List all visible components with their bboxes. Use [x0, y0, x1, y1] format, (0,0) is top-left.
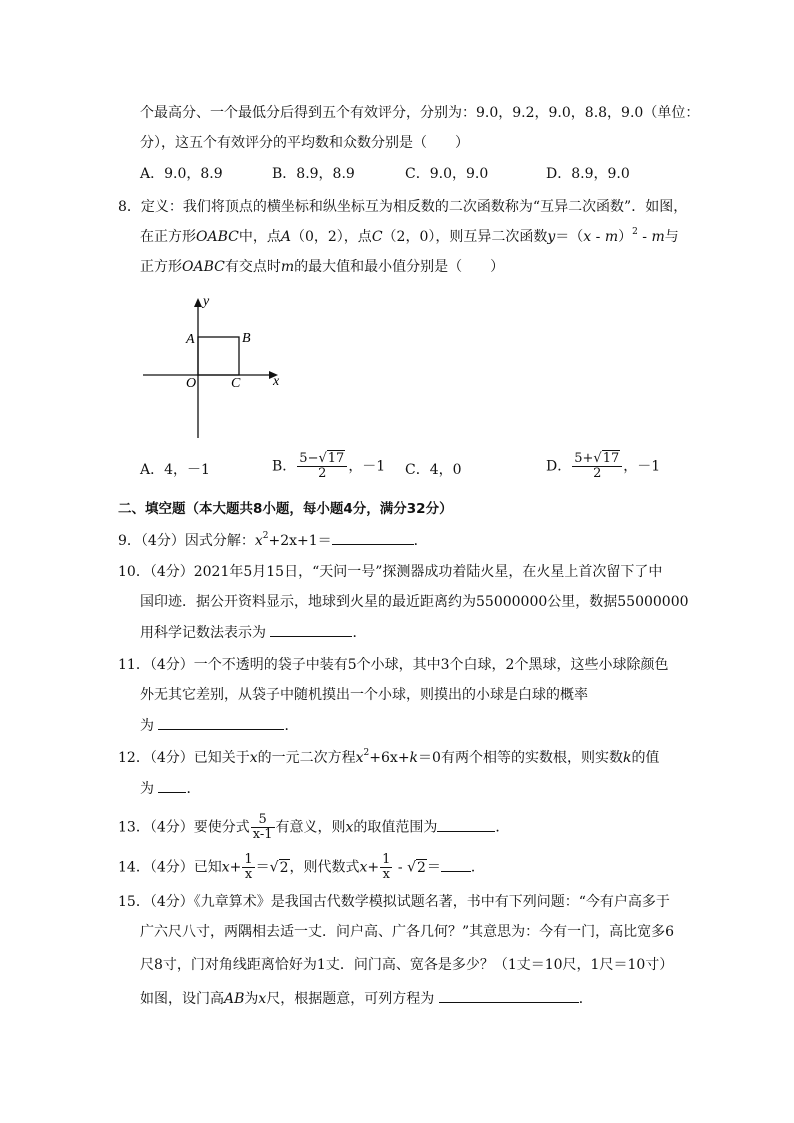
- q7-text-line2: 分），这五个有效评分的平均数和众数分别是（ ）: [140, 135, 469, 151]
- q15-text-line2: 广六尺八寸，两隅相去适一丈．问户高、广各几何？”其意思为：今有一门，高比宽多6: [140, 924, 675, 940]
- y-axis-arrow: [194, 298, 202, 307]
- q11-answer-blank[interactable]: [158, 716, 284, 730]
- x-axis-label: x: [273, 374, 280, 389]
- section-2-heading: 二、填空题（本大题共8小题，每小题4分，满分32分）: [118, 501, 453, 517]
- q9-text: 9．（4分）因式分解：$x^2+2x+1=$ ．: [118, 531, 428, 549]
- point-o-label: O: [186, 376, 197, 391]
- q7-option-b: B．8.9，8.9: [272, 166, 355, 182]
- q7-text-line1: 个最高分、一个最低分后得到五个有效评分，分别为：9.0，9.2，9.0，8.8，9.0（单位：: [140, 105, 700, 121]
- q11-text-line1: 11．（4分）一个不透明的袋子中装有5个小球，其中3个白球，2个黑球，这些小球除颜色: [118, 657, 669, 673]
- q14-text: 14．（4分）已知x+ $\frac{1}{x}$ ＝√2，则代数式x+ $\frac{1}{x}$ - √2＝ ．: [118, 852, 485, 882]
- q8-option-b: B． $\frac{5-√17}{2}$ ，－1: [272, 451, 386, 481]
- q13-text: 13．（4分）要使分式 $\frac{5}{x-1}$ 有意义，则x的取值范围为 ．: [118, 812, 510, 842]
- q11-text-line2: 外无其它差别，从袋子中随机摸出一个小球，则摸出的小球是白球的概率: [140, 687, 588, 703]
- q15-text-line3: 尺8寸，门对角线距离恰好为1丈．问门高、宽各是多少？（1丈＝10尺，1尺＝10寸）: [140, 957, 674, 973]
- y-axis-label: y: [203, 294, 210, 309]
- q10-text-line1: 10．（4分）2021年5月15日，“天问一号”探测器成功着陆火星，在火星上首次留下了中: [118, 564, 663, 580]
- q8-text-line1: 8．定义：我们将顶点的横坐标和纵坐标互为相反数的二次函数称为“互异二次函数”．如图，: [118, 199, 688, 215]
- q15-text-line4: 如图，设门高AB为x尺，根据题意，可列方程为 ．: [140, 991, 593, 1007]
- q15-text-line1: 15．（4分）《九章算术》是我国古代数学模拟试题名著，书中有下列问题：“今有户高多于: [118, 894, 670, 910]
- point-a-label: A: [186, 332, 195, 347]
- q10-answer-blank[interactable]: [270, 623, 352, 637]
- q8-option-a: A．4，－1: [140, 462, 210, 478]
- q14-answer-blank[interactable]: [441, 858, 471, 872]
- q10-text-line3: 用科学记数法表示为 ．: [140, 625, 367, 641]
- q7-option-d: D．8.9，9.0: [546, 166, 630, 182]
- q8-option-d: D． $\frac{5+√17}{2}$ ，－1: [546, 451, 661, 481]
- q12-answer-blank[interactable]: [158, 779, 186, 793]
- q15-answer-blank[interactable]: [439, 989, 579, 1003]
- point-b-label: B: [242, 331, 251, 346]
- q8-text-line3: 正方形OABC有交点时m的最大值和最小值分别是（ ）: [140, 259, 505, 275]
- q12-text-line1: 12．（4分）已知关于x的一元二次方程$x^2+6x+k=0$有两个相等的实数根，则实数k的值: [118, 748, 660, 766]
- q13-answer-blank[interactable]: [437, 818, 495, 832]
- q12-text-line2: 为 ．: [140, 781, 201, 797]
- q7-option-c: C．9.0，9.0: [405, 166, 489, 182]
- q10-text-line2: 国印迹．据公开资料显示，地球到火星的最近距离约为55000000公里，数据55000000: [140, 594, 689, 610]
- q8-coordinate-figure: [135, 290, 295, 445]
- square-oabc: [198, 337, 239, 375]
- q8-option-c: C．4，0: [405, 462, 462, 478]
- q7-option-a: A．9.0，8.9: [140, 166, 223, 182]
- q8-text-line2: 在正方形OABC中，点A（0，2），点C（2，0），则互异二次函数y＝（x - m）$^2$ - m与: [140, 227, 679, 245]
- point-c-label: C: [231, 376, 241, 391]
- q9-answer-blank[interactable]: [332, 531, 414, 545]
- q11-text-line3: 为 ．: [140, 718, 299, 734]
